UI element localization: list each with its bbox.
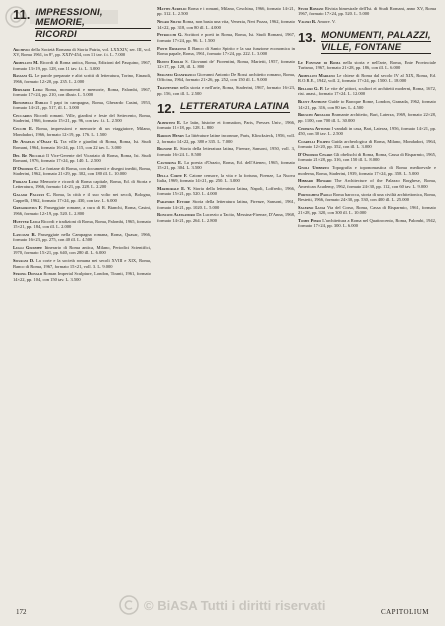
catalog-entry	[157, 160, 295, 171]
entry-text: S. Giovanni de' Fiorentini, Roma, Marietti, 1957, formato 12×17, pp. 128, ill. L. 800	[157, 58, 295, 70]
catalog-entry	[157, 199, 295, 210]
entry-list	[298, 60, 436, 229]
catalog-entry	[298, 99, 436, 110]
entry-text: Giovanni Antonio De Rossi architetto romano, Roma, Officina, 1964, formato 21×26, pp. 252, con 150 ill. L. 9.000	[157, 72, 296, 83]
section-title-line: LETTERATURA LATINA	[180, 101, 290, 113]
entry-text: Via del Corso, Roma, Cassa di Risparmio, 1961, formato 21×28, pp. 320, con 300 ill. L. 10.000	[298, 204, 436, 216]
entry-author: Marmorale E. V.	[157, 186, 192, 192]
entry-text: Le parole preparate e altri scritti di letteratura, Torino, Einaudi, 1966, formato 12×20, pp. 235. L. 2.000	[13, 73, 152, 84]
catalog-entry	[157, 173, 295, 184]
entry-author: Della Corte F.	[157, 172, 188, 178]
entry-list	[13, 47, 151, 282]
entry-author: Bernardi Luigi	[13, 86, 43, 92]
entry-text: Roma, la città e il suo volto nei secoli, Bologna, Cappelli, 1962, formato 17×24, pp. 430, con tav. L. 6.000	[13, 192, 152, 203]
catalog-entry	[157, 133, 295, 144]
entry-text: I vandali in casa, Bari, Laterza, 1956, formato 14×21, pp. 450, con 30 tav. L. 2.500	[298, 125, 436, 137]
entry-text: Roma barocca, storia di una civiltà architettonica, Roma, Bestetti, 1966, formato 24×30, pp. 530, con 400 ill. L. 25.000	[298, 191, 437, 203]
entry-author: Armellini M.	[13, 60, 39, 66]
catalog-entry	[298, 73, 436, 84]
entry-text: Il Vice-Gerente del Vicariato di Roma, Roma, Ist. Studi Romani, 1976, formato 17×24, pp. 140. L. 2.500	[13, 152, 152, 164]
catalog-entry	[298, 218, 436, 229]
entry-text: Storia della letteratura latina, Firenze, Sansoni, 1950, voll. 3, formato 16×24. L. 8.500	[157, 146, 296, 157]
entry-author: Ponti Ermanno	[157, 45, 186, 51]
entry-author: Cecchi E.	[13, 126, 34, 132]
entry-text: Topografia e toponomastica di Roma medioevale e moderna, Roma, Staderini, 1939, formato 17×24, pp. 358. L. 5.000	[298, 165, 437, 176]
catalog-entry	[13, 219, 151, 230]
entry-author: Spagnesi Gianfranco	[157, 72, 196, 78]
entry-author: Galassi Paluzzi C.	[13, 192, 51, 198]
entry-author: Gnoli Umberto	[298, 165, 329, 171]
entry-text: Gli obelischi di Roma, Roma, Cassa di Risparmio, 1965, formato 21×28, pp. 316, con 150 ill. L. 8.000	[298, 152, 436, 163]
column-1	[13, 6, 151, 285]
catalog-entry	[13, 153, 151, 164]
section-title-line: IMPRESSIONI, MEMORIE,	[35, 8, 151, 29]
catalog-entry	[157, 212, 295, 223]
catalog-entry	[157, 59, 295, 70]
entry-text: Ricordi e tradizioni di Roma, Roma, Palombi, 1965, formato 15×21, pp. 184, con ill. L. 2.000	[13, 218, 151, 230]
section-title	[321, 31, 431, 55]
catalog-entry	[298, 112, 436, 123]
entry-text: L'architettura a Roma nel Quattrocento, Roma, Palombi, 1942, formato 17×24, pp. 300. L. 6.000	[298, 218, 436, 229]
entry-author: Bardon Henry	[157, 133, 185, 139]
page-number: 172	[16, 608, 27, 616]
catalog-entry	[298, 205, 436, 216]
entry-author: De Angelis d'Ossat G.	[13, 139, 59, 145]
entry-author: Bruschi Arnaldo	[298, 112, 331, 118]
section-title	[35, 8, 151, 42]
entry-text: della Società Romana di Storia Patria, vol. LXXXIV, ser. III, vol. XV, Roma 1961, in 8°, pp. XXIV-454, con 11 tav. f.t. L. 7.000	[13, 47, 151, 58]
entry-text: Ricordi di Roma antica, Roma, Edizioni del Pasquino, 1967, formato 13×19, pp. 128, con 11 tav. f.t. L. 3.000	[13, 60, 152, 71]
entry-author: D'Onofrio Cesare	[298, 152, 333, 158]
entry-author: Coarelli Filippo	[298, 138, 330, 144]
entry-author: Paratore Ettore	[157, 199, 191, 205]
section-title-line: VILLE, FONTANE	[321, 43, 431, 54]
entry-text: Itinerario di Roma antica, Milano, Periodici Scientifici, 1970, formato 15×21, pp. 640, con 280 ill. L. 6.000	[13, 245, 152, 256]
entry-author: Lanciani R.	[13, 231, 36, 237]
catalog-entry	[298, 192, 436, 203]
catalog-entry	[13, 258, 151, 269]
section-title-line: MONUMENTI, PALAZZI,	[321, 29, 431, 41]
entry-author: Bonomelli Emilio	[13, 99, 48, 105]
entry-author: Hibbard Howard	[298, 178, 332, 184]
catalog-entry	[13, 139, 151, 150]
entry-text: Storia della letteratura latina, Firenze, Sansoni, 1961, formato 14×21, pp. 1020. L. 5.000	[157, 199, 295, 210]
entry-author: Le Fontane di Roma	[298, 59, 341, 65]
entry-author: Bellori G. P.	[298, 86, 324, 92]
entry-text: Storia della letteratura latina, Napoli, Loffredo, 1966, formato 15×21, pp. 520. L. 4.000	[157, 186, 295, 197]
entry-text: Amore. V.	[317, 19, 336, 25]
catalog-entry	[298, 152, 436, 163]
entry-author: Albertini E.	[157, 120, 182, 126]
entry-author: Portoghesi Paolo	[298, 191, 332, 197]
entry-author: Rufini Emilio	[157, 58, 184, 64]
entry-text: nella storia e nell'arte, Roma, Ente Provinciale Turismo, 1967, formato 21×28, pp. 186, con ill. L. 6.000	[298, 59, 437, 71]
entry-author: Del Re Niccolò	[13, 152, 45, 158]
catalog-entry	[13, 271, 151, 282]
catalog-entry	[13, 113, 151, 124]
catalog-entry	[13, 245, 151, 256]
entry-author: Trastevere	[157, 85, 179, 91]
catalog-entry	[298, 60, 436, 71]
catalog-entry	[157, 146, 295, 157]
entry-author: Fiorani Luigi	[13, 179, 39, 185]
catalog-entry	[157, 72, 295, 83]
entry-text: Le fontane di Roma, con documenti e disegni inediti, Roma, Staderini, 1962, formato 21×29, pp. 302, con 180 ill. L. 10.000	[13, 165, 152, 177]
catalog-entry	[13, 179, 151, 190]
entry-author: Ceccarius	[13, 113, 32, 119]
section-number: 12.	[157, 101, 176, 117]
entry-text: Da Lucrezio a Tacito, Messina-Firenze, D'Anna, 1968, formato 14×21, pp. 264. L. 2.800	[157, 212, 295, 223]
entry-author: Strong Donald	[13, 271, 42, 277]
entry-author: Salerno Luigi	[298, 204, 326, 210]
catalog-entry	[13, 60, 151, 71]
entry-text: Il Banco di Santo Spirito e la sua funzione economica in Roma papale, Roma, 1961, formato 17×24, pp. 222. L. 3.000	[157, 45, 296, 57]
entry-text: La poesia d'Orazio, Roma, Ed. dell'Ateneo, 1965, formato 15×21, pp. 304. L. 3.500	[157, 159, 295, 171]
catalog-entry	[13, 192, 151, 203]
entry-author: Tomei Piero	[298, 218, 321, 224]
entry-author: Studi Romani	[298, 6, 324, 11]
entry-text: Roman Imperial Sculpture, London, Tiranti, 1961, formato 14×22, pp. 104, con 150 tav. L. 3.500	[13, 271, 151, 282]
copyright-icon	[118, 594, 140, 616]
catalog-entry	[13, 87, 151, 98]
section-title-line: RICORDI	[35, 30, 151, 41]
section-heading	[298, 31, 436, 55]
entry-author: Blunt Anthony	[298, 99, 327, 105]
section-heading	[157, 102, 295, 115]
entry-text: Bramante architetto, Bari, Laterza, 1969, formato 22×28, pp. 1100, con 700 ill. L. 30.000	[298, 112, 436, 123]
entry-text: Roma, impressioni e memorie di un viaggiatore, Milano, Mondadori, 1966, formato 12×19, pp. 176. L. 1.500	[13, 126, 151, 137]
entry-author: Gregorovius F.	[13, 205, 43, 211]
catalog-entry	[157, 32, 295, 43]
catalog-entry	[157, 85, 295, 96]
catalog-entry	[298, 165, 436, 176]
entry-author: Petrocchi G.	[157, 32, 183, 38]
entry-author: Silvagni D.	[13, 258, 35, 264]
entry-author: Ronconi Alessandro	[157, 212, 196, 218]
catalog-entry	[298, 19, 436, 24]
entry-list	[298, 6, 436, 25]
entry-text: Roma, non basta una vita, Venezia, Neri Pozza, 1962, formato 14×22, pp. 318, con 80 ill. L. 4.000	[157, 19, 296, 30]
entry-author: D'Onofrio C.	[13, 165, 39, 171]
watermark-text: © BiASA Tutti i diritti riservati	[144, 597, 326, 613]
entry-list	[157, 120, 295, 223]
entry-text: Le chiese di Roma dal secolo IV al XIX, Roma, Ed. R.O.R.E., 1942, voll. 2, formato 17×24, pp. 1500. L. 18.000	[298, 72, 436, 84]
running-head: CAPITOLIUM	[380, 608, 429, 616]
catalog-entry	[298, 86, 436, 97]
catalog-entry	[13, 205, 151, 216]
catalog-entry	[13, 100, 151, 111]
catalog-entry	[13, 232, 151, 243]
entry-text: Guide to Baroque Rome, London, Granada, 1962, formato 14×21, pp. 316, con 80 tav. L. 4.500	[298, 99, 436, 110]
catalog-entry	[157, 46, 295, 57]
entry-text: Catone censore, la vita e la fortuna, Firenze, La Nuova Italia, 1969, formato 14×21, pp. 250. L. 3.000	[157, 172, 296, 184]
entry-author: Huetter Luigi	[13, 218, 40, 224]
entry-text: Ricordi romani. Ville, giardini e feste del Settecento, Roma, Staderini, 1966, formato 15×21, pp. 96, con tav. f.t. L. 2.500	[13, 113, 151, 124]
catalog-entry	[298, 6, 436, 17]
entry-author: Bignone E.	[157, 146, 179, 152]
catalog-entry	[298, 126, 436, 137]
entry-author: Mattei Aurelio	[157, 6, 187, 11]
catalog-entry	[157, 6, 295, 17]
entry-author: Negro Silvio	[157, 19, 182, 25]
entry-author: Archivio	[13, 47, 30, 52]
entry-text: La littérature latine inconnue, Paris, Klincksieck, 1956, voll. 2, formato 14×22, pp. 380 e 335. L. 7.000	[157, 133, 295, 144]
entry-text: I papi in campagna, Roma, Gherardo Casini, 1953, formato 14×21, pp. 517, ill. L. 3.000	[13, 99, 151, 111]
catalog-entry	[157, 120, 295, 131]
entry-text: Le latin, histoire et formation, Paris, Presses Univ., 1966, formato 11×18, pp. 128. L. 800	[157, 120, 295, 131]
entry-text: Guida archeologica di Roma, Milano, Mondadori, 1964, formato 12×20, pp. 352, con ill. L. 3.000	[298, 138, 437, 150]
catalog-entry	[13, 126, 151, 137]
section-heading	[13, 8, 151, 42]
catalog-entry	[13, 47, 151, 58]
entry-author: Armellini Mariano	[298, 72, 335, 78]
catalog-entry	[157, 19, 295, 30]
entry-text: Roma e i romani, Milano, Ceschina, 1966, formato 14×21, pp. 312. L. 2.500	[157, 6, 296, 17]
entry-author: Cederna Antonio	[298, 125, 331, 131]
entry-text: Tra ville e giardini di Roma, Roma, Ist. Studi Romani, 1964, formato 16×24, pp. 115, con 22 tav. L. 3.000	[13, 139, 151, 150]
catalog-entry	[13, 73, 151, 84]
section-title	[180, 102, 290, 114]
column-3	[298, 6, 436, 231]
column-2	[157, 6, 295, 226]
entry-author: Bassani G.	[13, 73, 34, 79]
entry-list	[157, 6, 295, 96]
entry-text: Roma, monumenti e memorie, Roma, Palombi, 1967, formato 17×24, pp. 210, con illustr. L. 5.000	[13, 86, 151, 98]
entry-text: Rivista bimestrale dell'Ist. di Studi Romani, anno XV, Roma 1967, formato 17×24, pp. 520. L. 5.000	[298, 6, 436, 17]
watermark-logo-bottom	[118, 590, 328, 620]
entry-text: Passeggiate romane, a cura di R. Bianchi, Roma, Casini, 1966, formato 12×19, pp. 520. L. 2.800	[13, 205, 152, 216]
catalog-entry	[157, 186, 295, 197]
entry-author: Lugli Giuseppe	[13, 245, 43, 251]
entry-text: Le vite de' pittori, scultori et architetti moderni, Roma, 1672, rist. anast., formato 17×24. L. 12.000	[298, 86, 436, 97]
entry-author: Castorina E.	[157, 159, 183, 165]
entry-text: La corte e la società romana nei secoli XVIII e XIX, Roma, Banco di Roma, 1967, formato 15×21, voll. 3. L. 9.000	[13, 258, 151, 269]
catalog-entry	[298, 178, 436, 189]
section-number: 11.	[13, 7, 31, 22]
entry-text: The Architecture of the Palazzo Borghese, Roma, American Academy, 1962, formato 24×30, pp. 112, con 60 tav. L. 9.000	[298, 178, 436, 189]
catalog-entry	[298, 139, 436, 150]
entry-text: Passeggiate nella Campagna romana, Roma, Quasar, 1966, formato 16×23, pp. 275, con 40 ill. L. 4.500	[13, 231, 152, 243]
catalog-entry	[13, 166, 151, 177]
entry-text: Scrittori e poeti in Roma, Roma, Ist. Studi Romani, 1967, formato 17×24, pp. 96. L. 1.500	[157, 32, 296, 43]
entry-text: nella storia e nell'arte, Roma, Staderini, 1967, formato 16×23, pp. 156, con ill. L. 2.500	[157, 85, 295, 96]
entry-text: Memorie e ricordi di Roma capitale, Roma, Ed. di Storia e Letteratura, 1966, formato 14×21, pp. 228. L. 2.200	[13, 179, 151, 190]
entry-author: Valeri R.	[298, 19, 317, 25]
section-number: 13.	[298, 29, 317, 45]
